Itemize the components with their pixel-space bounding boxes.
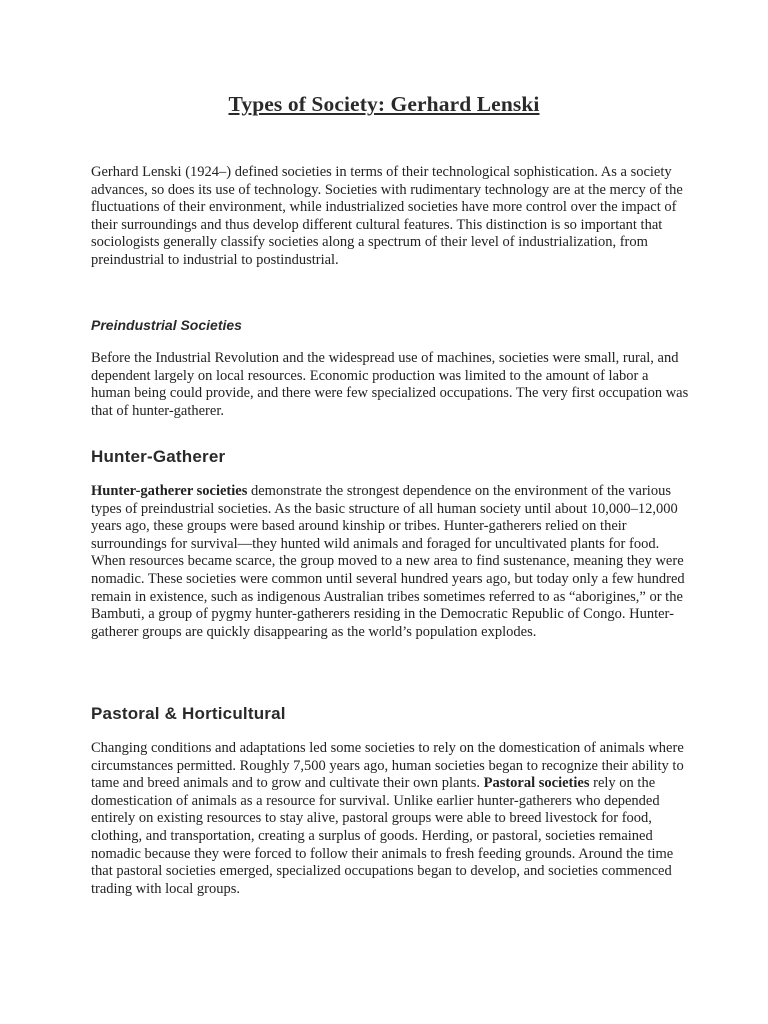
pastoral-text-before: Changing conditions and adaptations led some societies to rely on the domestication of animals where circumstances permitted. Roughly 7,500 years ago, human societies began to recognize their ability to tame and breed animals and to grow and cultivate their own plants.: [91, 740, 684, 792]
preindustrial-paragraph: Before the Industrial Revolution and the widespread use of machines, societies were small, rural, and dependent largely on local resources. Economic production was limited to the amount of labor a human being could provide, and there were few specialized occupations. The very first occupation was that of hunter-gatherer.: [91, 350, 689, 419]
intro-paragraph: Gerhard Lenski (1924–) defined societies in terms of their technological sophistication. As a society advances, so does its use of technology. Societies with rudimentary technology are at the mercy of the fluctuations of their environment, while industrialized societies have more control over the impact of their surroundings and thus develop different cultural features. This distinction is so important that sociologists generally classify societies along a spectrum of their level of industrialization, from preindustrial to industrial to postindustrial.: [91, 164, 683, 268]
hunter-gatherer-heading: Hunter-Gatherer: [91, 447, 226, 466]
hunter-gatherer-paragraph: [91, 483, 691, 641]
hunter-gatherer-term: Hunter-gatherer societies: [91, 483, 248, 499]
pastoral-text-after: rely on the domestication of animals as a resource for survival. Unlike earlier hunter-gatherers who depended entirely on existing resources to stay alive, pastoral groups were able to breed livestock for food, clothing, and transportation, creating a surplus of goods. Herding, or pastoral, societies remained nomadic because they were forced to follow their animals to fresh feeding grounds. Around the time that pastoral societies emerged, specialized occupations began to develop, and societies commenced trading with local groups.: [91, 775, 674, 897]
hunter-gatherer-text: demonstrate the strongest dependence on the environment of the various types of preindustrial societies. As the basic structure of all human society until about 10,000–12,000 years ago, these groups were based around kinship or tribes. Hunter-gatherers relied on their surroundings for survival—they hunted wild animals and foraged for uncultivated plants for food. When resources became scarce, the group moved to a new area to find sustenance, meaning they were nomadic. These societies were common until several hundred years ago, but today only a few hundred remain in existence, such as indigenous Australian tribes sometimes referred to as “aborigines,” or the Bambuti, a group of pygmy hunter-gatherers residing in the Democratic Republic of Congo. Hunter-gatherer groups are quickly disappearing as the world’s population explodes.: [91, 483, 685, 640]
pastoral-heading: Pastoral & Horticultural: [91, 704, 286, 723]
pastoral-term: Pastoral societies: [483, 775, 590, 792]
document-title: Types of Society: Gerhard Lenski: [228, 92, 540, 116]
preindustrial-heading: Preindustrial Societies: [91, 317, 242, 333]
pastoral-paragraph: [91, 740, 691, 898]
